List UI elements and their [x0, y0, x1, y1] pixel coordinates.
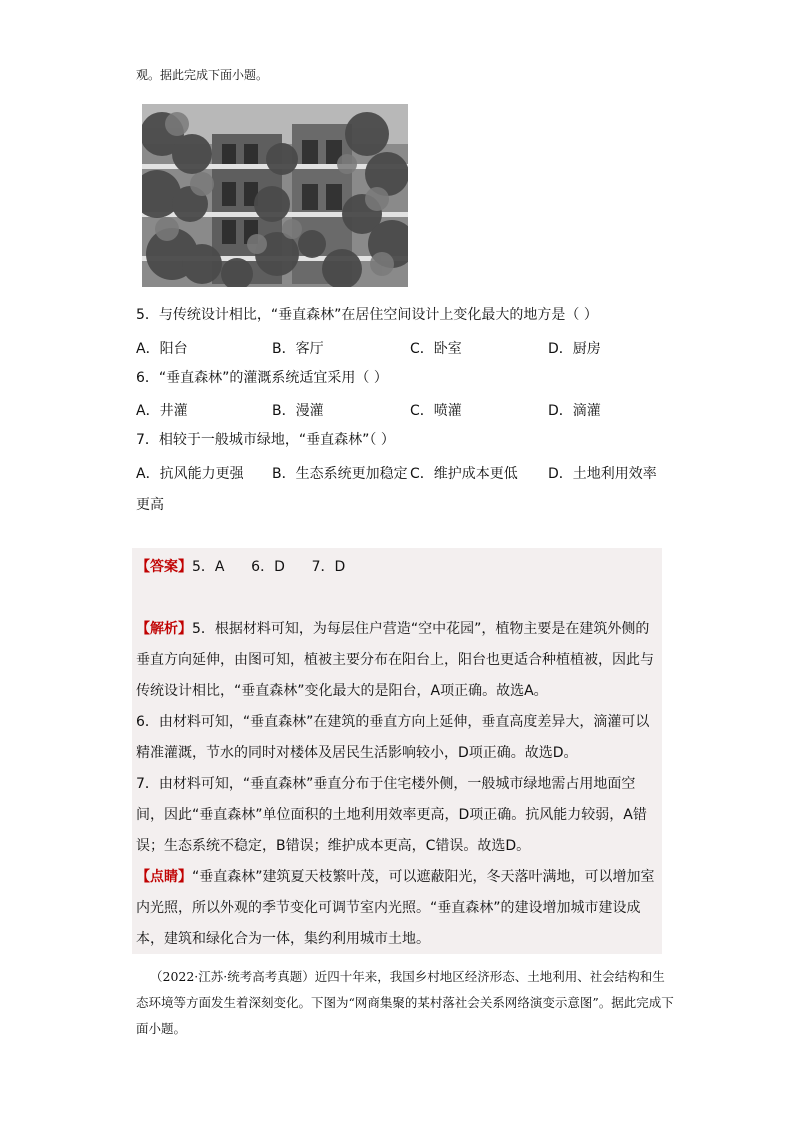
q7-option-d-wrap: 更高 — [136, 497, 164, 513]
vertical-forest-photo — [142, 104, 408, 287]
q5-option-a: A．阳台 — [136, 341, 188, 357]
note-label: 【点睛】 — [136, 869, 192, 885]
question-7: 7．相较于一般城市绿地，“垂直森林”（ ） — [136, 432, 395, 448]
question-6: 6．“垂直森林”的灌溉系统适宜采用（ ） — [136, 370, 388, 386]
q7-option-c: C．维护成本更低 — [410, 466, 518, 482]
answer-label: 【答案】 — [136, 559, 192, 575]
q6-option-a: A．井灌 — [136, 403, 188, 419]
analysis-label: 【解析】 — [136, 621, 192, 637]
analysis-q5-text: 5．根据材料可知，为每层住户营造“空中花园”，植物主要是在建筑外侧的垂直方向延伸，由图可知，植被主要分布在阳台上，阳台也更适合种植植被，因此与传统设计相比，“垂直森林”变化最大的是阳台，A项正确。故选A。 — [136, 621, 654, 699]
note-text: “垂直森林”建筑夏天枝繁叶茂，可以遮蔽阳光，冬天落叶满地，可以增加室内光照，所以外观的季节变化可调节室内光照。“垂直森林”的建设增加城市建设成本，建筑和绿化合为一体，集约利用城市土地。 — [136, 869, 655, 947]
q7-option-d: D．土地利用效率 — [548, 466, 657, 482]
question-5: 5．与传统设计相比，“垂直森林”在居住空间设计上变化最大的地方是（ ） — [136, 307, 598, 323]
q6-option-c: C．喷灌 — [410, 403, 462, 419]
analysis-q7: 7．由材料可知，“垂直森林”垂直分布于住宅楼外侧，一般城市绿地需占用地面空间，因此“垂直森林”单位面积的土地利用效率更高，D项正确。抗风能力较弱，A错误；生态系统不稳定，B错误；维护成本更高，C错误。故选D。 — [136, 776, 647, 854]
q7-option-b: B．生态系统更加稳定 — [272, 466, 408, 482]
analysis-q6: 6．由材料可知，“垂直森林”在建筑的垂直方向上延伸，垂直高度差异大，滴灌可以精准灌溉，节水的同时对楼体及居民生活影响较小，D项正确。故选D。 — [136, 714, 650, 761]
answer-line — [136, 556, 345, 576]
answer-values: 5．A 6．D 7．D — [192, 559, 346, 575]
q5-option-d: D．厨房 — [548, 341, 601, 357]
note — [136, 862, 660, 955]
q5-option-b: B．客厅 — [272, 341, 324, 357]
q7-option-a: A．抗风能力更强 — [136, 466, 244, 482]
q6-option-d: D．滴灌 — [548, 403, 601, 419]
next-material: （2022·江苏·统考高考真题）近四十年来，我国乡村地区经济形态、土地利用、社会结构和生态环境等方面发生着深刻变化。下图为“网商集聚的某村落社会关系网络演变示意图”。据此完成下面小题。 — [136, 969, 674, 1036]
q6-option-b: B．漫灌 — [272, 403, 324, 419]
q5-option-c: C．卧室 — [410, 341, 462, 357]
intro-tail: 观。据此完成下面小题。 — [136, 68, 269, 82]
analysis-q5 — [136, 614, 660, 707]
